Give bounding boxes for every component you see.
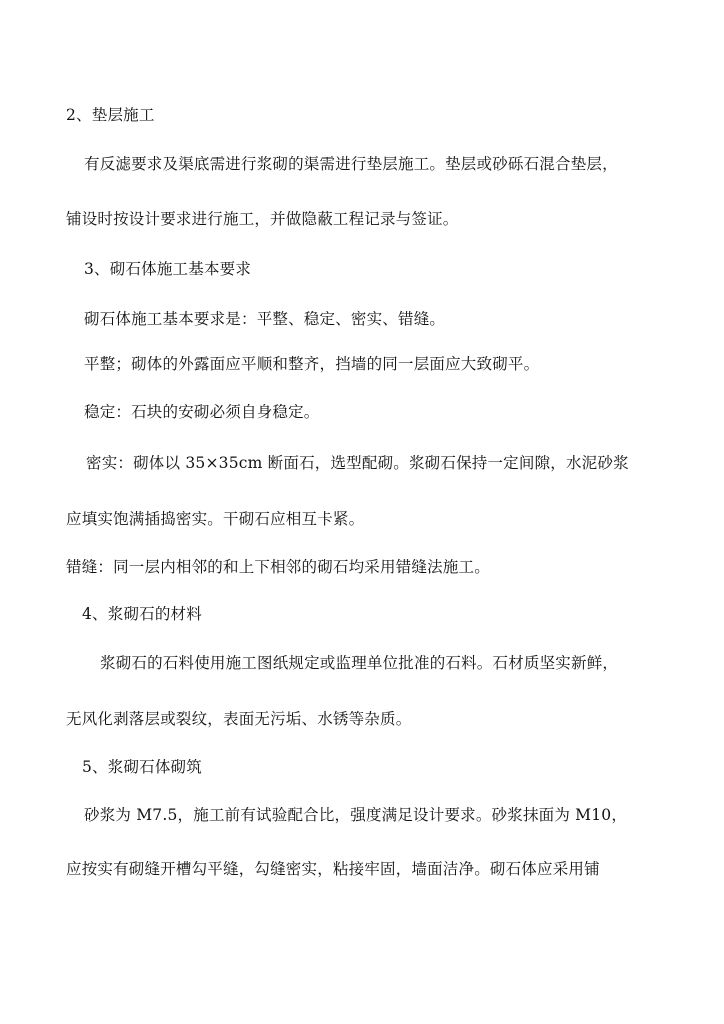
heading-masonry-basic-requirements: 3、砌石体施工基本要求 [84, 260, 252, 278]
paragraph-line: 错缝：同一层内相邻的和上下相邻的砌石均采用错缝法施工。 [66, 558, 490, 576]
heading-cushion-construction: 2、垫层施工 [66, 106, 155, 124]
paragraph-line: 无风化剥落层或裂纹，表面无污垢、水锈等杂质。 [66, 710, 412, 728]
paragraph-line: 有反滤要求及渠底需进行浆砌的渠需进行垫层施工。垫层或砂砾石混合垫层， [84, 155, 618, 173]
paragraph-line: 稳定：石块的安砌必须自身稳定。 [84, 403, 320, 421]
paragraph-line: 应按实有砌缝开槽勾平缝，勾缝密实，粘接牢固，墙面洁净。砌石体应采用铺 [66, 860, 600, 878]
heading-mortar-stone-masonry: 5、浆砌石体砌筑 [82, 758, 202, 776]
paragraph-line: 浆砌石的石料使用施工图纸规定或监理单位批准的石料。石材质坚实新鲜， [100, 654, 619, 672]
paragraph-line: 应填实饱满插捣密实。干砌石应相互卡紧。 [66, 510, 365, 528]
paragraph-line: 铺设时按设计要求进行施工，并做隐蔽工程记录与签证。 [66, 210, 459, 228]
paragraph-line: 平整；砌体的外露面应平顺和整齐，挡墙的同一层面应大致砌平。 [84, 355, 540, 373]
heading-mortar-stone-materials: 4、浆砌石的材料 [82, 605, 202, 623]
paragraph-line: 密实：砌体以 35×35cm 断面石，选型配砌。浆砌石保持一定间隙，水泥砂浆 [86, 454, 629, 472]
paragraph-line: 砌石体施工基本要求是：平整、稳定、密实、错缝。 [84, 310, 446, 328]
paragraph-line: 砂浆为 M7.5，施工前有试验配合比，强度满足设计要求。砂浆抹面为 M10， [84, 806, 628, 824]
